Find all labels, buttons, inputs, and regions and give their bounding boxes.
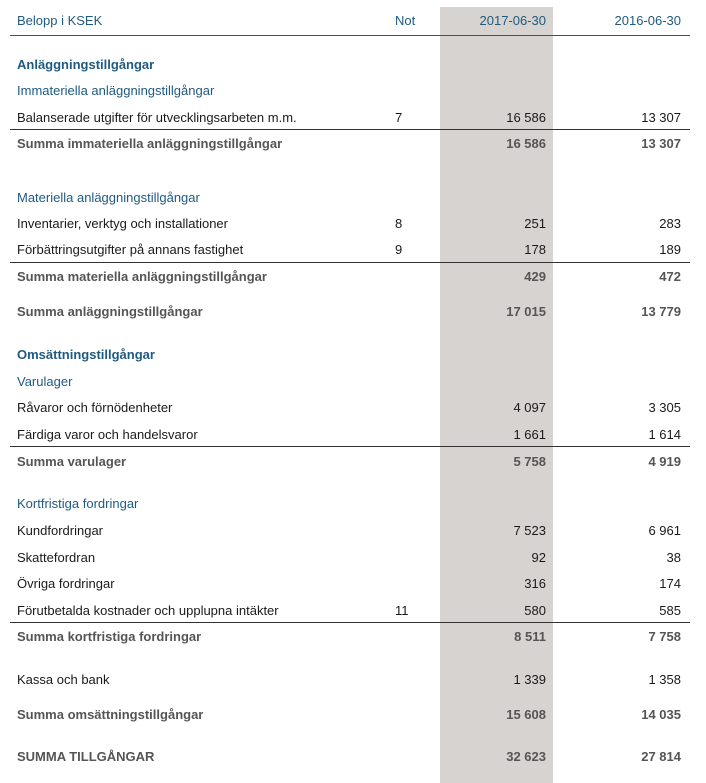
row-note: 8 (395, 216, 403, 231)
row-value-2016: 13 307 (641, 136, 681, 151)
row-value-2016: 4 919 (648, 454, 681, 469)
row-value-2017: 580 (524, 603, 546, 618)
section-heading-fixed-assets (0, 57, 706, 75)
row-separator (10, 129, 690, 130)
row-value-2016: 13 307 (641, 110, 681, 125)
row-label: Förutbetalda kostnader och upplupna intäkter (17, 603, 279, 618)
row-value-2017: 5 758 (513, 454, 546, 469)
table-row (0, 672, 706, 690)
subsection-inventory (0, 374, 706, 392)
sum-row (0, 629, 706, 647)
row-value-2017: 251 (524, 216, 546, 231)
table-row (0, 400, 706, 418)
table-row (0, 550, 706, 568)
row-value-2017: 1 339 (513, 672, 546, 687)
header-amount-label: Belopp i KSEK (17, 13, 103, 28)
row-label: Färdiga varor och handelsvaror (17, 427, 198, 442)
row-separator (10, 622, 690, 623)
row-label: Kundfordringar (17, 523, 103, 538)
row-value-2017: 92 (531, 550, 546, 565)
table-row (0, 242, 706, 260)
sum-row (0, 304, 706, 322)
row-label: Varulager (17, 374, 73, 389)
row-value-2017: 16 586 (506, 110, 546, 125)
table-row (0, 523, 706, 541)
table-row (0, 427, 706, 445)
row-value-2017: 316 (524, 576, 546, 591)
row-value-2017: 32 623 (506, 749, 546, 764)
row-note: 7 (395, 110, 403, 125)
row-value-2016: 1 614 (648, 427, 681, 442)
sum-row (0, 136, 706, 154)
row-separator (10, 446, 690, 447)
row-value-2016: 6 961 (648, 523, 681, 538)
row-value-2017: 8 511 (514, 629, 546, 644)
row-value-2016: 38 (666, 550, 681, 565)
row-label: Kortfristiga fordringar (17, 496, 139, 511)
table-row (0, 216, 706, 234)
row-label: Summa immateriella anläggningstillgångar (17, 136, 283, 151)
row-label: Kassa och bank (17, 672, 110, 687)
row-value-2016: 3 305 (648, 400, 681, 415)
row-note: 9 (395, 242, 403, 257)
row-label: Summa kortfristiga fordringar (17, 629, 202, 644)
row-value-2017: 15 608 (506, 707, 546, 722)
row-value-2016: 472 (659, 269, 681, 284)
row-label: Summa materiella anläggningstillgångar (17, 269, 267, 284)
header-rule (10, 35, 690, 36)
row-value-2017: 17 015 (506, 304, 546, 319)
row-value-2016: 283 (659, 216, 681, 231)
row-label: Övriga fordringar (17, 576, 115, 591)
row-label: Summa varulager (17, 454, 127, 469)
table-row (0, 576, 706, 594)
sum-row (0, 269, 706, 287)
header-col-2017: 2017-06-30 (479, 13, 546, 28)
row-value-2016: 7 758 (648, 629, 681, 644)
subsection-receivables (0, 496, 706, 514)
row-value-2017: 4 097 (513, 400, 546, 415)
header-note-label: Not (395, 13, 416, 28)
row-value-2016: 14 035 (641, 707, 681, 722)
row-label: Materiella anläggningstillgångar (17, 190, 200, 205)
row-value-2017: 7 523 (513, 523, 546, 538)
row-label: Inventarier, verktyg och installationer (17, 216, 228, 231)
sum-row (0, 707, 706, 725)
row-value-2016: 1 358 (648, 672, 681, 687)
row-label: Anläggningstillgångar (17, 57, 155, 72)
row-label: Råvaror och förnödenheter (17, 400, 173, 415)
row-note: 11 (395, 603, 409, 618)
row-value-2017: 429 (524, 269, 546, 284)
header-col-2016: 2016-06-30 (614, 13, 681, 28)
subsection-tangible (0, 190, 706, 208)
row-value-2016: 13 779 (641, 304, 681, 319)
row-value-2016: 585 (659, 603, 681, 618)
grand-total-row (0, 749, 706, 767)
row-label: Immateriella anläggningstillgångar (17, 83, 215, 98)
row-value-2016: 27 814 (641, 749, 681, 764)
row-separator (10, 262, 690, 263)
row-value-2016: 189 (659, 242, 681, 257)
row-label: Omsättningstillgångar (17, 347, 155, 362)
row-label: SUMMA TILLGÅNGAR (17, 749, 155, 764)
section-heading-current-assets (0, 347, 706, 365)
table-row (0, 110, 706, 128)
table-row (0, 603, 706, 621)
row-label: Summa omsättningstillgångar (17, 707, 204, 722)
row-value-2017: 178 (524, 242, 546, 257)
subsection-intangible (0, 83, 706, 101)
row-label: Förbättringsutgifter på annans fastighet (17, 242, 244, 257)
row-value-2017: 16 586 (506, 136, 546, 151)
row-value-2016: 174 (659, 576, 681, 591)
sum-row (0, 454, 706, 472)
row-value-2017: 1 661 (513, 427, 546, 442)
row-label: Summa anläggningstillgångar (17, 304, 203, 319)
row-label: Skattefordran (17, 550, 96, 565)
row-label: Balanserade utgifter för utvecklingsarbeten m.m. (17, 110, 297, 125)
